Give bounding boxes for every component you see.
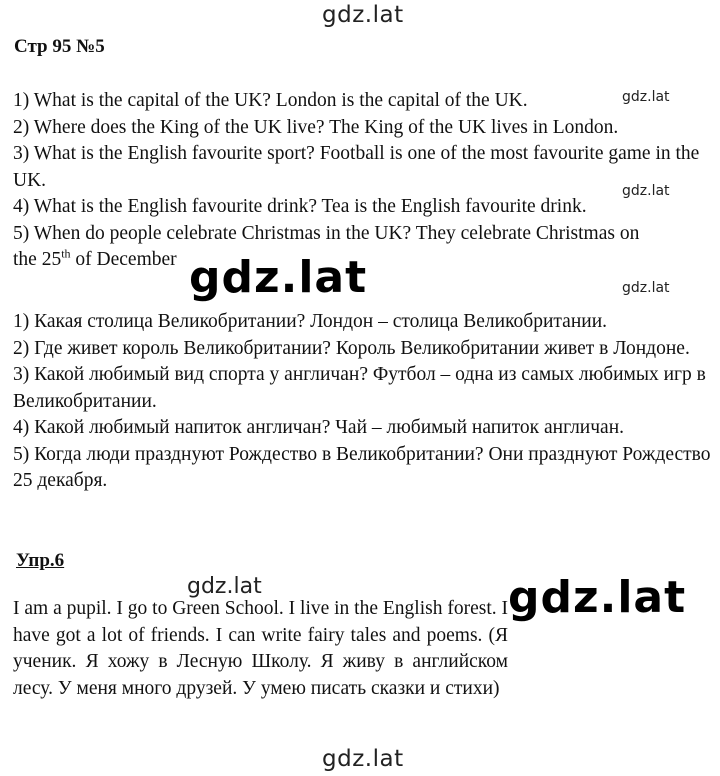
english-line-1: 1) What is the capital of the UK? London is the capital of the UK. (13, 90, 528, 111)
english-line-5: 5) When do people celebrate Christmas in the UK? They celebrate Christmas on (13, 222, 640, 244)
watermark-small-3: gdz.lat (622, 280, 670, 296)
exercise-heading-2: Упр.6 (16, 550, 65, 571)
english-line-4: 4) What is the English favourite drink? Tea is the English favourite drink. (13, 196, 587, 217)
english-line-2: 2) Where does the King of the UK live? The King of the UK lives in London. (13, 116, 619, 138)
russian-line-3: 3) Какой любимый вид спорта у англичан? Футбол – одна из самых любимых игр в Великобритании. (13, 364, 706, 412)
english-answers (13, 88, 713, 274)
watermark-middle: gdz.lat (187, 574, 262, 599)
watermark-large-2: gdz.lat (508, 572, 687, 623)
english-line-3: 3) What is the English favourite sport? Football is one of the most favourite game in the UK. (13, 143, 700, 191)
russian-line-4: 4) Какой любимый напиток англичан? Чай – любимый напиток англичан. (13, 417, 625, 438)
watermark-small-1: gdz.lat (622, 89, 670, 105)
exercise-6-text: I am a pupil. I go to Green School. I live in the English forest. I have got a lot of friends. I can write fairy tales and poems. (Я ученик. Я хожу в Лесную Школу. Я живу в английском лесу. У меня много друзей. У умею писать сказки и стихи) (13, 598, 508, 699)
russian-line-5: 5) Когда люди празднуют Рождество в Великобритании? Они празднуют Рождество 25 декабря. (13, 443, 711, 491)
russian-translation (13, 309, 713, 495)
exercise-heading-1: Стр 95 №5 (14, 36, 105, 57)
watermark-small-2: gdz.lat (622, 183, 670, 199)
english-line-5-continued: the 25th of December (13, 246, 177, 270)
watermark-bottom: gdz.lat (322, 746, 404, 772)
watermark-top: gdz.lat (322, 2, 404, 28)
watermark-large-1: gdz.lat (189, 252, 368, 303)
russian-line-1: 1) Какая столица Великобритании? Лондон – столица Великобритании. (13, 311, 608, 332)
russian-line-2: 2) Где живет король Великобритании? Король Великобритании живет в Лондоне. (13, 337, 690, 359)
